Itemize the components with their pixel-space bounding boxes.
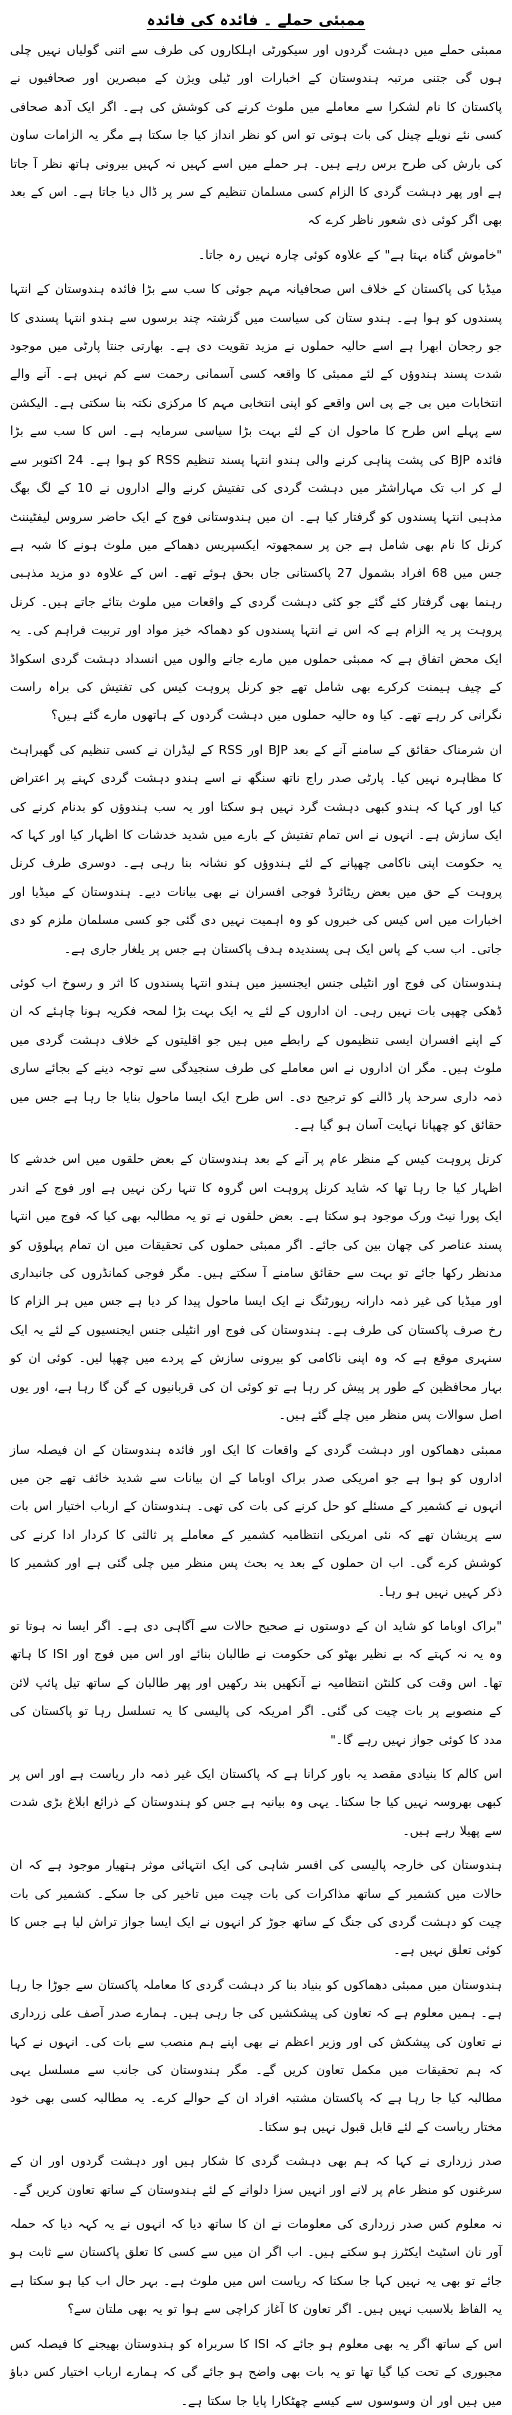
article-paragraph: ممبئی حملے میں دہشت گردوں اور سیکورٹی اہلکاروں کی طرف سے اتنی گولیاں نہیں چلی ہوں گی جتنی مرتبہ ہندوستان کے اخبارات اور ٹیلی ویژن کے مبصرین اور صحافیوں نے پاکستان کا نام لشکرا سے معاملے میں ملوث کرنے کی کوشش کی ہے۔ اگر ایک آدھ صحافی کسی نئے نویلے چینل کی بات ہوتی تو اس کو نظر انداز کیا جا سکتا ہے مگر یہ الزامات ساون کی بارش کی طرح برس رہے ہیں۔ ہر حملے میں اسے کہیں نہ کہیں بیرونی ہاتھ نظر آ جاتا ہے اور پھر دہشت گردی کا الزام کسی مسلمان تنظیم کے سر پر ڈال دیا جاتا ہے۔ اس کے بعد بھی اگر کوئی ذی شعور ناظر کرے کہ — [10, 43, 502, 228]
article-paragraph: ہندوستان میں ممبئی دھماکوں کو بنیاد بنا کر دہشت گردی کا معاملہ پاکستان سے جوڑا جا رہا ہے۔ ہمیں معلوم ہے کہ تعاون کی پیشکشیں کی جا رہی ہیں۔ ہمارے صدر آصف علی زرداری نے تعاون کی پیشکش کی اور وزیر اعظم نے بھی اپنے ہم منصب سے بات کی۔ انہوں نے کہا کہ ہم تحقیقات میں مکمل تعاون کریں گے۔ مگر ہندوستان کی جانب سے مسلسل یہی مطالبہ کیا جا رہا ہے کہ پاکستان مشتبہ افراد ان کے حوالے کرے۔ یہ مطالبہ کسی بھی خود مختار ریاست کے لئے قابل قبول نہیں ہو سکتا۔ — [10, 1977, 502, 2134]
article-paragraph: "خاموش گناہ بہتا ہے" کے علاوہ کوئی چارہ نہیں رہ جاتا۔ — [198, 247, 502, 262]
article-paragraph: "براک اوباما کو شاید ان کے دوستوں نے صحیح حالات سے آگاہی دی ہے۔ اگر ایسا نہ ہوتا تو وہ یہ نہ کہتے کہ بے نظیر بھٹو کی حکومت نے طالبان بنائے اور اس میں فوج اور ISI کا ہاتھ تھا۔ اس وقت کی کلنٹن انتظامیہ نے آنکھیں بند رکھیں اور پھر طالبان کے ساتھ تیل پائپ لائن کے منصوبے پر بات چیت کی گئی۔ اگر امریکہ کی پالیسی کا یہ تسلسل رہا تو پاکستان کی مدد کا کوئی جواز نہیں رہے گا۔" — [10, 1618, 502, 1747]
article-paragraph: ممبئی دھماکوں اور دہشت گردی کے واقعات کا ایک اور فائدہ ہندوستان کے ان فیصلہ ساز اداروں کو ہوا ہے جو امریکی صدر براک اوباما کے ان بیانات سے شدید خائف تھے جن میں انہوں نے کشمیر کے مسئلے کو حل کرنے کی بات کی تھی۔ ہندوستان کے ارباب اختیار اس بات سے پریشان تھے کہ نئی امریکی انتظامیہ کشمیر کے معاملے پر ثالثی کا کردار ادا کرنے کی کوشش کرے گی۔ اب ان حملوں کے بعد یہ بحث پس منظر میں چلی گئی ہے اور کشمیر کا ذکر کہیں نہیں ہو رہا۔ — [10, 1442, 502, 1599]
article-paragraph: صدر زرداری نے کہا کہ ہم بھی دہشت گردی کا شکار ہیں اور دہشت گردوں اور ان کے سرغنوں کو منظر عام پر لانے اور انہیں سزا دلوانے کے لئے ہندوستان کے ساتھ تعاون کریں گے۔ — [10, 2154, 502, 2197]
article-paragraph: میڈیا کی پاکستان کے خلاف اس صحافیانہ مہم جوئی کا سب سے بڑا فائدہ ہندوستان کے انتہا پسندوں کو ہوا ہے۔ ہندو ستان کی سیاست میں گزشتہ چند برسوں سے ہندو انتہا پسندی کا جو رجحان ابھرا ہے اسے حالیہ حملوں نے مزید تقویت دی ہے۔ بھارتی جنتا پارٹی میں موجود شدت پسند ہندوؤں کے لئے ممبئی کا واقعہ کسی آسمانی رحمت سے کم نہیں ہے۔ آنے والے انتخابات میں بی جے پی اس واقعے کو اپنی انتخابی مہم کا مرکزی نکتہ بنا سکتی ہے۔ الیکشن سے پہلے اس طرح کا ماحول ان کے لئے بہت بڑا سیاسی سرمایہ ہے۔ اس کا سب سے بڑا فائدہ BJP کی پشت پناہی کرنے والی ہندو انتہا پسند تنظیم RSS کو ہوا ہے۔ 24 اکتوبر سے لے کر اب تک مہاراشٹر میں دہشت گردی کی تفتیش کرنے والے اداروں نے 10 کے لگ بھگ مذہبی انتہا پسندوں کو گرفتار کیا ہے۔ ان میں ہندوستانی فوج کے ایک حاضر سروس لیفٹیننٹ کرنل کا نام بھی شامل ہے جن پر سمجھوتہ ایکسپریس دھماکے میں ملوث ہونے کا شبہ ہے جس میں 68 افراد بشمول 27 پاکستانی جاں بحق ہوئے تھے۔ اس کے علاوہ دو مزید مذہبی رہنما بھی گرفتار کئے گئے جو کئی دہشت گردی کے واقعات میں ملوث بتائے جاتے ہیں۔ کرنل پروہت پر یہ الزام ہے کہ اس نے انتہا پسندوں کو دھماکہ خیز مواد اور تربیت فراہم کی۔ یہ ایک محض اتفاق ہے کہ ممبئی حملوں میں مارے جانے والوں میں انسداد دہشت گردی اسکواڈ کے چیف ہیمنت کرکرے بھی شامل تھے جو کرنل پروہت کیس کی تفتیش کی براہ راست نگرانی کر رہے تھے۔ کیا وہ حالیہ حملوں میں دہشت گردوں کے ہاتھوں مارے گئے ہیں؟ — [10, 282, 502, 723]
article-headline: ممبئی حملے ۔ فائدہ کی فائدہ — [146, 11, 366, 29]
article-paragraph: ہندوستان کی فوج اور انٹیلی جنس ایجنسیز میں ہندو انتہا پسندوں کا اثر و رسوخ اب کوئی ڈھکی چھپی بات نہیں رہی۔ ان اداروں کے لئے یہ ایک بہت بڑا لمحہ فکریہ ہونا چاہئے کہ ان کے اپنے افسران ایسی تنظیموں کے رابطے میں ہیں جو اقلیتوں کے خلاف دہشت گردی میں ملوث ہیں۔ مگر ان اداروں نے اس معاملے کی طرف سنجیدگی سے توجہ دینے کے بجائے ساری ذمہ داری سرحد پار ڈالنے کو ترجیح دی۔ اس طرح ایک ایسا ماحول بنایا جا رہا ہے جس میں حقائق کو چھپانا نہایت آسان ہو گیا ہے۔ — [10, 976, 502, 1133]
article-paragraph: اس کے ساتھ اگر یہ بھی معلوم ہو جائے کہ ISI کا سربراہ کو ہندوستان بھیجنے کا فیصلہ کس مجبوری کے تحت کیا گیا تھا تو یہ بات بھی واضح ہو جائے گی کہ ہمارے ارباب اختیار کس دباؤ میں ہیں اور ان وسوسوں سے کیسے چھٹکارا پایا جا سکتا ہے۔ — [10, 2336, 502, 2408]
article-paragraph: نہ معلوم کس صدر زرداری کی معلومات نے ان کا ساتھ دیا کہ انہوں نے یہ کہہ دیا کہ حملہ آور نان اسٹیٹ ایکٹرز ہو سکتے ہیں۔ اب اگر ان میں سے کسی کا تعلق پاکستان سے ثابت ہو جائے تو بھی یہ نہیں کہا جا سکتا کہ ریاست اس میں ملوث ہے۔ بہر حال اب کیا ہو سکتا ہے یہ الفاظ بلاسبب نہیں ہیں۔ اگر تعاون کا آغاز کراچی سے ہوا تو یہ بھی ملتان سے؟ — [10, 2217, 502, 2317]
article-paragraph: ہندوستان کی خارجہ پالیسی کی افسر شاہی کی ایک انتہائی موثر ہتھیار موجود ہے کہ ان حالات میں کشمیر کے ساتھ مذاکرات کی بات چیت میں تاخیر کی جا سکے۔ کشمیر کی بات چیت کو دہشت گردی کی جنگ کے ساتھ جوڑ کر انہوں نے ایک ایسا جواز تراش لیا ہے جس کا کوئی تعلق نہیں ہے۔ — [10, 1858, 502, 1958]
article-paragraph: اس کالم کا بنیادی مقصد یہ باور کرانا ہے کہ پاکستان ایک غیر ذمہ دار ریاست ہے اور اس پر کبھی بھروسہ نہیں کیا جا سکتا۔ یہی وہ بیانیہ ہے جس کو ہندوستان کے ذرائع ابلاغ بڑی شدت سے پھیلا رہے ہیں۔ — [10, 1766, 502, 1838]
article-paragraph: ان شرمناک حقائق کے سامنے آنے کے بعد BJP اور RSS کے لیڈران نے کسی تنظیم کی گھبراہٹ کا مظاہرہ نہیں کیا۔ پارٹی صدر راج ناتھ سنگھ نے اسے ہندو دہشت گردی کہنے پر اعتراض کیا اور کہا کہ ہندو کبھی دہشت گرد نہیں ہو سکتا اور یہ سب ہندوؤں کو بدنام کرنے کی ایک سازش ہے۔ انہوں نے اس تمام تفتیش کے بارے میں شدید خدشات کا اظہار کیا اور کہا کہ یہ حکومت اپنی ناکامی چھپانے کے لئے ہندوؤں کو نشانہ بنا رہی ہے۔ دوسری طرف کرنل پروہت کے حق میں بعض ریٹائرڈ فوجی افسران نے بھی بیانات دیے۔ ہندوستان کے میڈیا اور اخبارات میں اس کیس کی خبروں کو وہ اہمیت نہیں دی گئی جو کسی مسلمان ملزم کو دی جاتی۔ اب سب کے پاس ایک ہی پسندیدہ ہدف پاکستان ہے جس پر یلغار جاری ہے۔ — [10, 742, 502, 956]
article-paragraph: کرنل پروہت کیس کے منظر عام پر آنے کے بعد ہندوستان کے بعض حلقوں میں اس خدشے کا اظہار کیا جا رہا تھا کہ شاید کرنل پروہت اس گروہ کا تنہا رکن نہیں ہے اور فوج کے اندر ایک پورا نیٹ ورک موجود ہو سکتا ہے۔ بعض حلقوں نے تو یہ مطالبہ بھی کیا کہ فوج میں انتہا پسند عناصر کی چھان بین کی جائے۔ اگر ممبئی حملوں کی تحقیقات میں ان تمام پہلوؤں کو مدنظر رکھا جائے تو بہت سے حقائق سامنے آ سکتے ہیں۔ مگر فوجی کمانڈروں کی جانبداری اور میڈیا کی غیر ذمہ دارانہ رپورٹنگ نے ایک ایسا ماحول پیدا کر دیا ہے جس میں ہر الزام کا رخ صرف پاکستان کی طرف ہے۔ ہندوستان کی فوج اور انٹیلی جنس ایجنسیوں کے لئے یہ ایک سنہری موقع ہے کہ وہ اپنی ناکامی کو بیرونی سازش کے پردے میں چھپا لیں۔ کوئی ان کو بہار محافظین کے طور پر پیش کر رہا ہے تو کوئی ان کی قربانیوں کے گن گا رہا ہے، اور یوں اصل سوالات پس منظر میں چلے گئے ہیں۔ — [10, 1152, 502, 1423]
